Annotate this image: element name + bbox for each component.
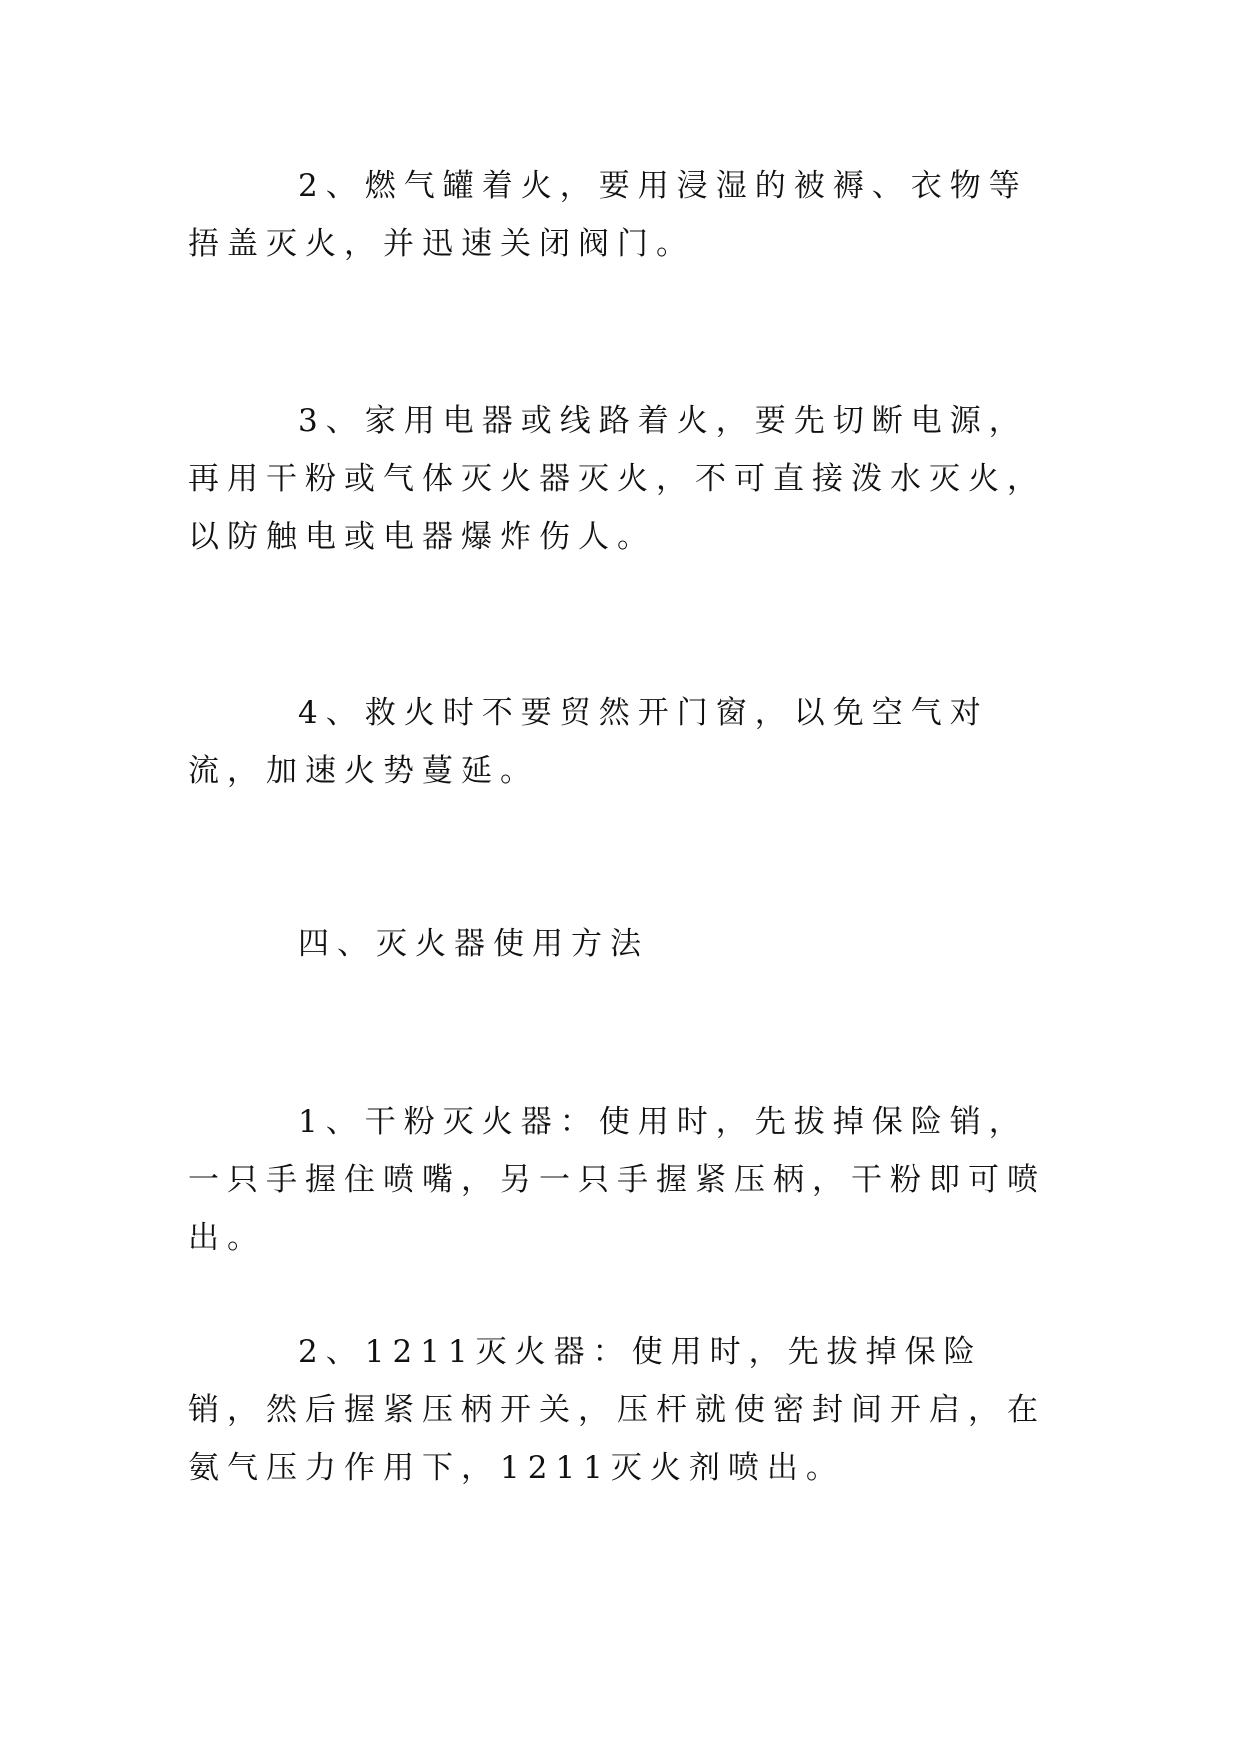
paragraph-1211-extinguisher: 2、1211灭火器：使用时，先拔掉保险销，然后握紧压柄开关，压杆就使密封间开启，在氨气压力作用下，1211灭火剂喷出。 (188, 1334, 1046, 1486)
paragraph-dry-powder-extinguisher: 1、干粉灭火器：使用时，先拔掉保险销，一只手握住喷嘴，另一只手握紧压柄，干粉即可喷出。 (188, 1104, 1046, 1256)
paragraph-windows-caution: 4、救火时不要贸然开门窗，以免空气对流，加速火势蔓延。 (188, 695, 989, 789)
paragraph-electrical-fire: 3、家用电器或线路着火，要先切断电源，再用干粉或气体灭火器灭火，不可直接泼水灭火，以防触电或电器爆炸伤人。 (188, 403, 1046, 555)
paragraph-gas-tank-fire: 2、燃气罐着火，要用浸湿的被褥、衣物等捂盖灭火，并迅速关闭阀门。 (188, 168, 1028, 262)
section-heading-extinguisher-usage: 四、灭火器使用方法 (298, 926, 649, 962)
